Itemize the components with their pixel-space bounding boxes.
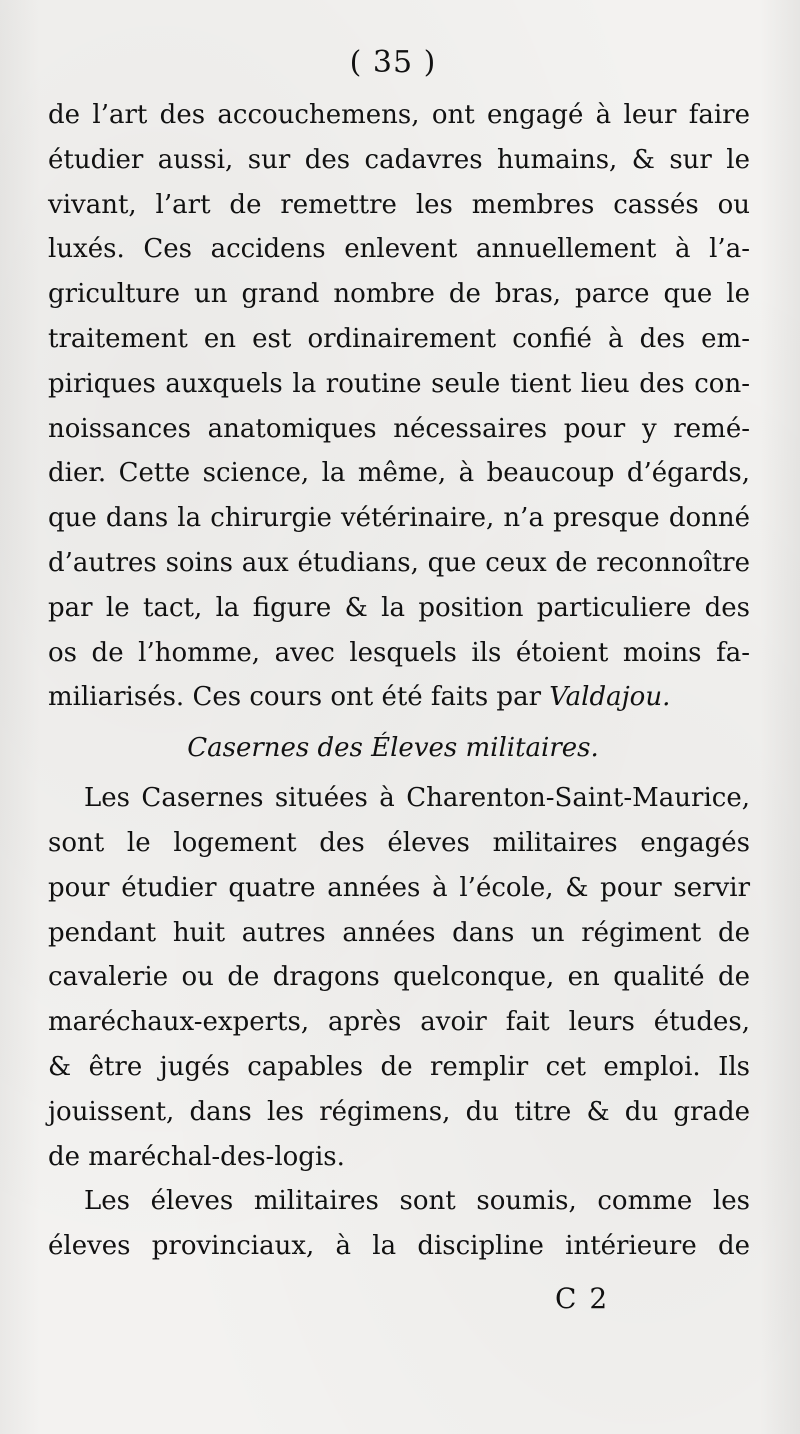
paragraph-3 xyxy=(48,1179,750,1269)
text-line: par le tact, la figure & la position particuliere des xyxy=(48,592,750,623)
text-line: que dans la chirurgie vétérinaire, n’a presque donné xyxy=(48,503,750,534)
text-line-last: de maréchal-des-logis. xyxy=(48,1141,345,1172)
text-line: os de l’homme, avec lesquels ils étoient moins fa- xyxy=(48,637,750,668)
text-line: pour étudier quatre années à l’école, & pour servir xyxy=(48,872,750,903)
text-line: sont le logement des éleves militaires engagés xyxy=(48,827,750,858)
text-line: pendant huit autres années dans un régiment de xyxy=(48,917,750,948)
text-line: jouissent, dans les régimens, du titre & du grade xyxy=(48,1096,750,1127)
text-line-last xyxy=(48,675,750,720)
text-line: éleves provinciaux, à la discipline intérieure de xyxy=(48,1231,750,1262)
text-run: miliarisés. Ces cours ont été faits par xyxy=(48,682,541,713)
text-line: & être jugés capables de remplir cet emploi. Ils xyxy=(48,1051,750,1082)
paragraph-1 xyxy=(48,93,750,720)
text-line: piriques auxquels la routine seule tient lieu des con- xyxy=(48,368,750,399)
text-line: Les Casernes situées à Charenton-Saint-Maurice, xyxy=(84,783,750,814)
page-content xyxy=(48,38,750,1269)
text-line: Les éleves militaires sont soumis, comme les xyxy=(84,1186,750,1217)
text-line: d’autres soins aux étudians, que ceux de reconnoître xyxy=(48,547,750,578)
text-line: étudier aussi, sur des cadavres humains, & sur le xyxy=(48,144,750,175)
text-line: traitement en est ordinairement confié à des em- xyxy=(48,323,750,354)
text-line: maréchaux-experts, après avoir fait leurs études, xyxy=(48,1007,750,1038)
signature-mark: C 2 xyxy=(555,1282,610,1315)
text-line: vivant, l’art de remettre les membres cassés ou xyxy=(48,189,750,220)
text-line: luxés. Ces accidens enlevent annuellement à l’a- xyxy=(48,234,750,265)
text-line: griculture un grand nombre de bras, parce que le xyxy=(48,279,750,310)
section-heading: Casernes des Éleves militaires. xyxy=(187,733,599,764)
text-line: dier. Cette science, la même, à beaucoup d’égards, xyxy=(48,458,750,489)
text-line: cavalerie ou de dragons quelconque, en qualité de xyxy=(48,962,750,993)
page-number: ( 35 ) xyxy=(349,45,437,80)
paragraph-2 xyxy=(48,776,750,1179)
author-name: Valdajou. xyxy=(549,682,671,713)
text-line: de l’art des accouchemens, ont engagé à leur faire xyxy=(48,100,750,130)
text-line: noissances anatomiques nécessaires pour y remé- xyxy=(48,413,750,444)
